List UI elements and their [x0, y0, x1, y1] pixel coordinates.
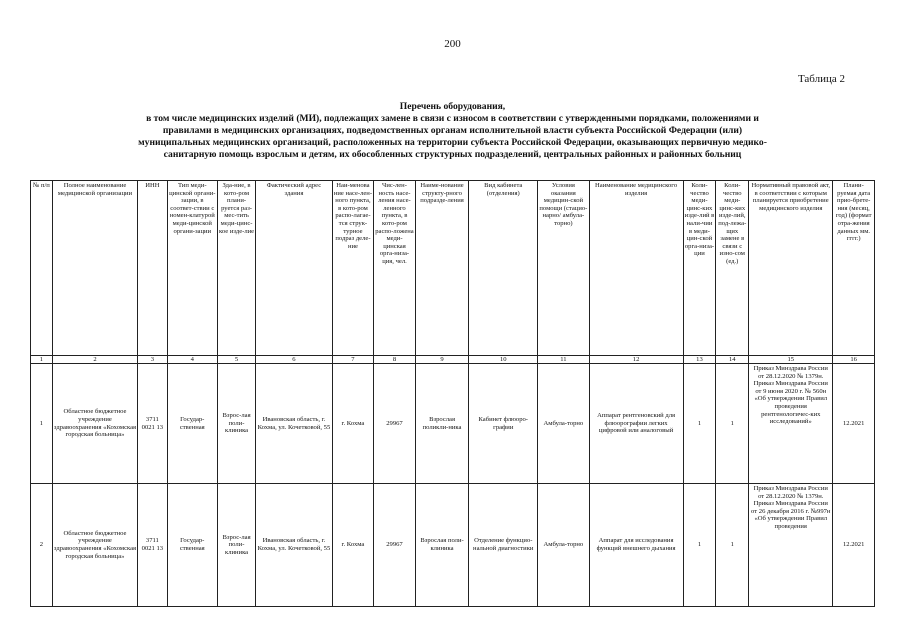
header-cell: Условия оказания медицин-ской помощи (стацио-нарно/ амбула-торно): [538, 181, 589, 356]
column-number: 8: [374, 356, 416, 364]
title-line: правилами в медицинских организациях, подведомственных органам исполнительной власти субъекта Российской Федерации (или): [162, 125, 743, 136]
header-cell: Коли-чество меди-цинс-ких изде-лий, под-лежа-щих замене в связи с изно-сом (ед.): [716, 181, 749, 356]
header-cell: Чис-лен-ность насе-ления насе-ленного пункта, в кото-ром распо-ложена меди-цинская орга-низа-ция, чел.: [374, 181, 416, 356]
page-number: 200: [444, 38, 461, 50]
column-number: 9: [415, 356, 469, 364]
table-row: [31, 484, 875, 607]
table-cell: 1: [716, 484, 749, 607]
header-cell: Коли-чество меди-цинс-ких изде-лий в нали-чии в меди-цин-ской орга-низа-ции: [683, 181, 716, 356]
column-number: 11: [538, 356, 589, 364]
header-cell: Полное наименование медицинской организации: [52, 181, 137, 356]
column-number: 5: [217, 356, 255, 364]
title-line: санитарную помощь взрослым и детям, их обособленных структурных подразделений, центральных районных и районных больниц: [163, 149, 742, 160]
table-cell: Аппарат рентгеновский для флюорографии легких цифровой или аналоговый: [589, 364, 683, 484]
column-number: 12: [589, 356, 683, 364]
table-cell: 1: [716, 364, 749, 484]
table-cell: Взрос-лая поли-клиника: [217, 484, 255, 607]
table-cell: Аппарат для исследования функций внешнего дыхания: [589, 484, 683, 607]
table-cell: Взрослая поли-клиника: [415, 484, 469, 607]
table-row: [31, 364, 875, 484]
table-cell: 1: [683, 364, 716, 484]
table-cell: 29967: [374, 484, 416, 607]
column-number: 10: [469, 356, 538, 364]
column-number: 2: [52, 356, 137, 364]
table-cell: Амбула-торно: [538, 364, 589, 484]
header-cell: Нормативный правовой акт, в соответствии с которым планируется приобретение медицинского изделия: [749, 181, 833, 356]
table-cell: Приказ Минздрава России от 28.12.2020 № 1379н. Приказ Минздрава России от 9 июня 2020 г. № 560н «Об утверждении Правил проведения рентгенологичес-ких исследований»: [749, 364, 833, 484]
table-cell: г. Кохма: [332, 364, 374, 484]
table-cell: Приказ Минздрава России от 28.12.2020 № 1379н. Приказ Минздрава России от 26 декабря 2016 г. №997н «Об утверждении Правил проведения: [749, 484, 833, 607]
header-cell: ИНН: [138, 181, 168, 356]
header-cell: Фактический адрес здания: [256, 181, 333, 356]
header-cell: Наиме-нование структу-рного подразде-ления: [415, 181, 469, 356]
table-cell: Отделение функцио-нальной диагностики: [469, 484, 538, 607]
header-cell: Наименование медицинского изделия: [589, 181, 683, 356]
table-title: [40, 101, 865, 161]
column-number: 13: [683, 356, 716, 364]
table-cell: 1: [31, 364, 53, 484]
column-number: 4: [167, 356, 217, 364]
column-number: 6: [256, 356, 333, 364]
column-number: 14: [716, 356, 749, 364]
title-line: Перечень оборудования,: [399, 101, 506, 112]
header-cell: Плани-руемая дата прио-брете-ния (месяц, год) (формат отра-жения данных мм. гггг.): [833, 181, 875, 356]
table-cell: Государ-ственная: [167, 364, 217, 484]
table-cell: Государ-ственная: [167, 484, 217, 607]
table-cell: Кабинет флюоро-графии: [469, 364, 538, 484]
column-number: 3: [138, 356, 168, 364]
table-cell: Взрос-лая поли-клиника: [217, 364, 255, 484]
column-number: 7: [332, 356, 374, 364]
table-cell: Областное бюджетное учреждение здравоохранения «Кохомская городская больница»: [52, 484, 137, 607]
equipment-table: [30, 180, 875, 607]
column-number: 15: [749, 356, 833, 364]
title-line: муниципальных медицинских организаций, расположенных на территории субъекта Российской Федерации, оказывающих первичную медико-: [138, 137, 767, 148]
table-cell: 29967: [374, 364, 416, 484]
header-row: [31, 181, 875, 356]
table-cell: Ивановская область, г. Кохма, ул. Кочетковой, 55: [256, 484, 333, 607]
column-number-row: [31, 356, 875, 364]
header-cell: Зда-ние, в кото-ром плани-руется раз-мес-тить меди-цинс-кое изде-лие: [217, 181, 255, 356]
table-cell: 12.2021: [833, 484, 875, 607]
header-cell: Тип меди-цинской органи-зации, в соответ-ствии с номен-клатурой меди-цинской органи-зации: [167, 181, 217, 356]
table-cell: Областное бюджетное учреждение здравоохранения «Кохомская городская больница»: [52, 364, 137, 484]
table-cell: 3711 0021 13: [138, 364, 168, 484]
table-cell: Ивановская область, г. Кохма, ул. Кочетковой, 55: [256, 364, 333, 484]
table-cell: Взрослая поликли-ника: [415, 364, 469, 484]
column-number: 1: [31, 356, 53, 364]
table-cell: 12.2021: [833, 364, 875, 484]
table-label: Таблица 2: [797, 73, 845, 85]
table-cell: г. Кохма: [332, 484, 374, 607]
table-cell: 1: [683, 484, 716, 607]
title-line: в том числе медицинских изделий (МИ), подлежащих замене в связи с износом в соответствии с утвержденными порядками, положениями и: [146, 113, 759, 124]
header-cell: Вид кабинета (отделения): [469, 181, 538, 356]
table-cell: Амбула-торно: [538, 484, 589, 607]
column-number: 16: [833, 356, 875, 364]
table-cell: 3711 0021 13: [138, 484, 168, 607]
header-cell: Наи-менова ние насе-лен-ного пункта, в кото-ром распо-лагае-тся струк-турное подраз деле-ние: [332, 181, 374, 356]
header-cell: № п/п: [31, 181, 53, 356]
table-cell: 2: [31, 484, 53, 607]
